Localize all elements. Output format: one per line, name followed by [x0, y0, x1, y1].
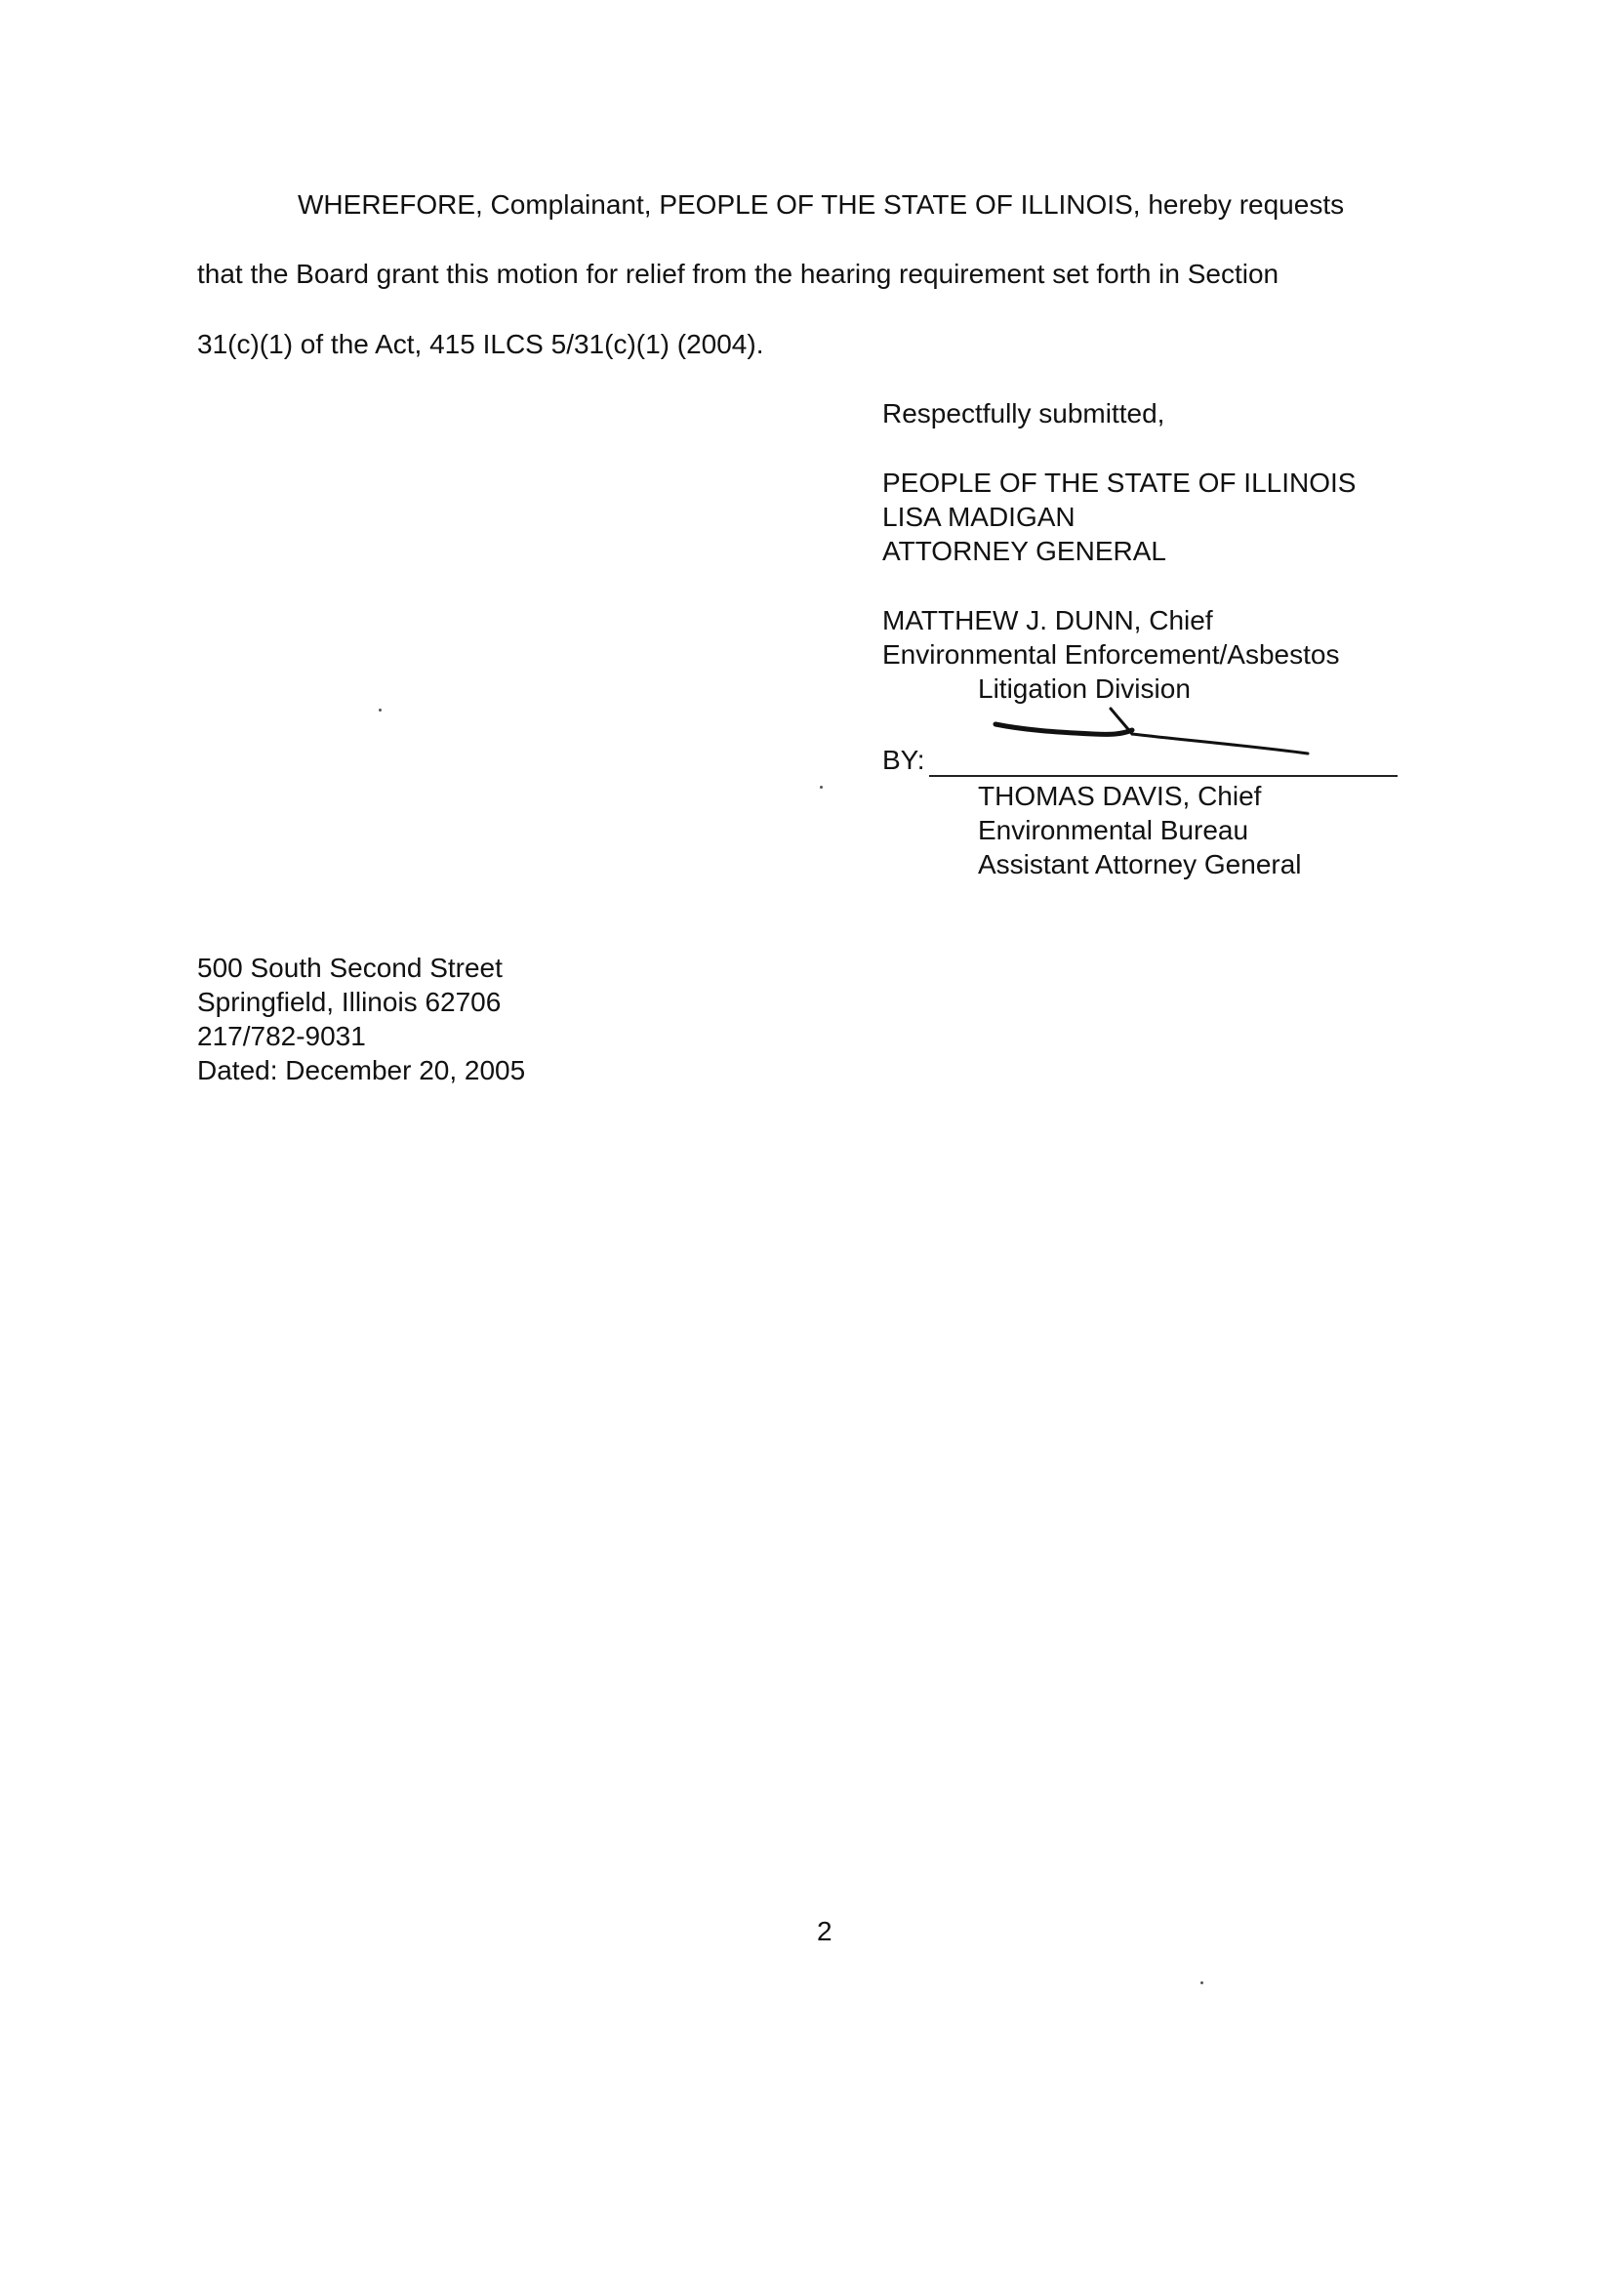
scan-speck [379, 709, 382, 712]
dated-line: Dated: December 20, 2005 [197, 1055, 526, 1085]
division-line-2: Litigation Division [978, 673, 1191, 704]
address-street: 500 South Second Street [197, 953, 503, 983]
division-line-1: Environmental Enforcement/Asbestos [882, 639, 1340, 670]
chief-name: MATTHEW J. DUNN, Chief [882, 605, 1213, 635]
closing: Respectfully submitted, [882, 398, 1165, 428]
attorney-general-title: ATTORNEY GENERAL [882, 536, 1166, 566]
signature-line [929, 775, 1398, 777]
address-city: Springfield, Illinois 62706 [197, 987, 502, 1017]
by-label: BY: [882, 745, 925, 775]
address-phone: 217/782-9031 [197, 1021, 366, 1051]
wherefore-line-3: 31(c)(1) of the Act, 415 ILCS 5/31(c)(1) (2004). [197, 329, 764, 359]
signer-name: THOMAS DAVIS, Chief [978, 781, 1262, 811]
scan-speck [1200, 1981, 1203, 1984]
attorney-general-name: LISA MADIGAN [882, 502, 1076, 532]
party-name: PEOPLE OF THE STATE OF ILLINOIS [882, 468, 1357, 498]
wherefore-line-2: that the Board grant this motion for relief from the hearing requirement set forth in Section [197, 259, 1279, 289]
signer-bureau: Environmental Bureau [978, 815, 1249, 845]
handwritten-signature [986, 701, 1327, 769]
wherefore-line-1: WHEREFORE, Complainant, PEOPLE OF THE STATE OF ILLINOIS, hereby requests [298, 189, 1345, 220]
page-number: 2 [817, 1916, 832, 1946]
signer-title: Assistant Attorney General [978, 849, 1302, 879]
scan-speck [820, 786, 823, 789]
